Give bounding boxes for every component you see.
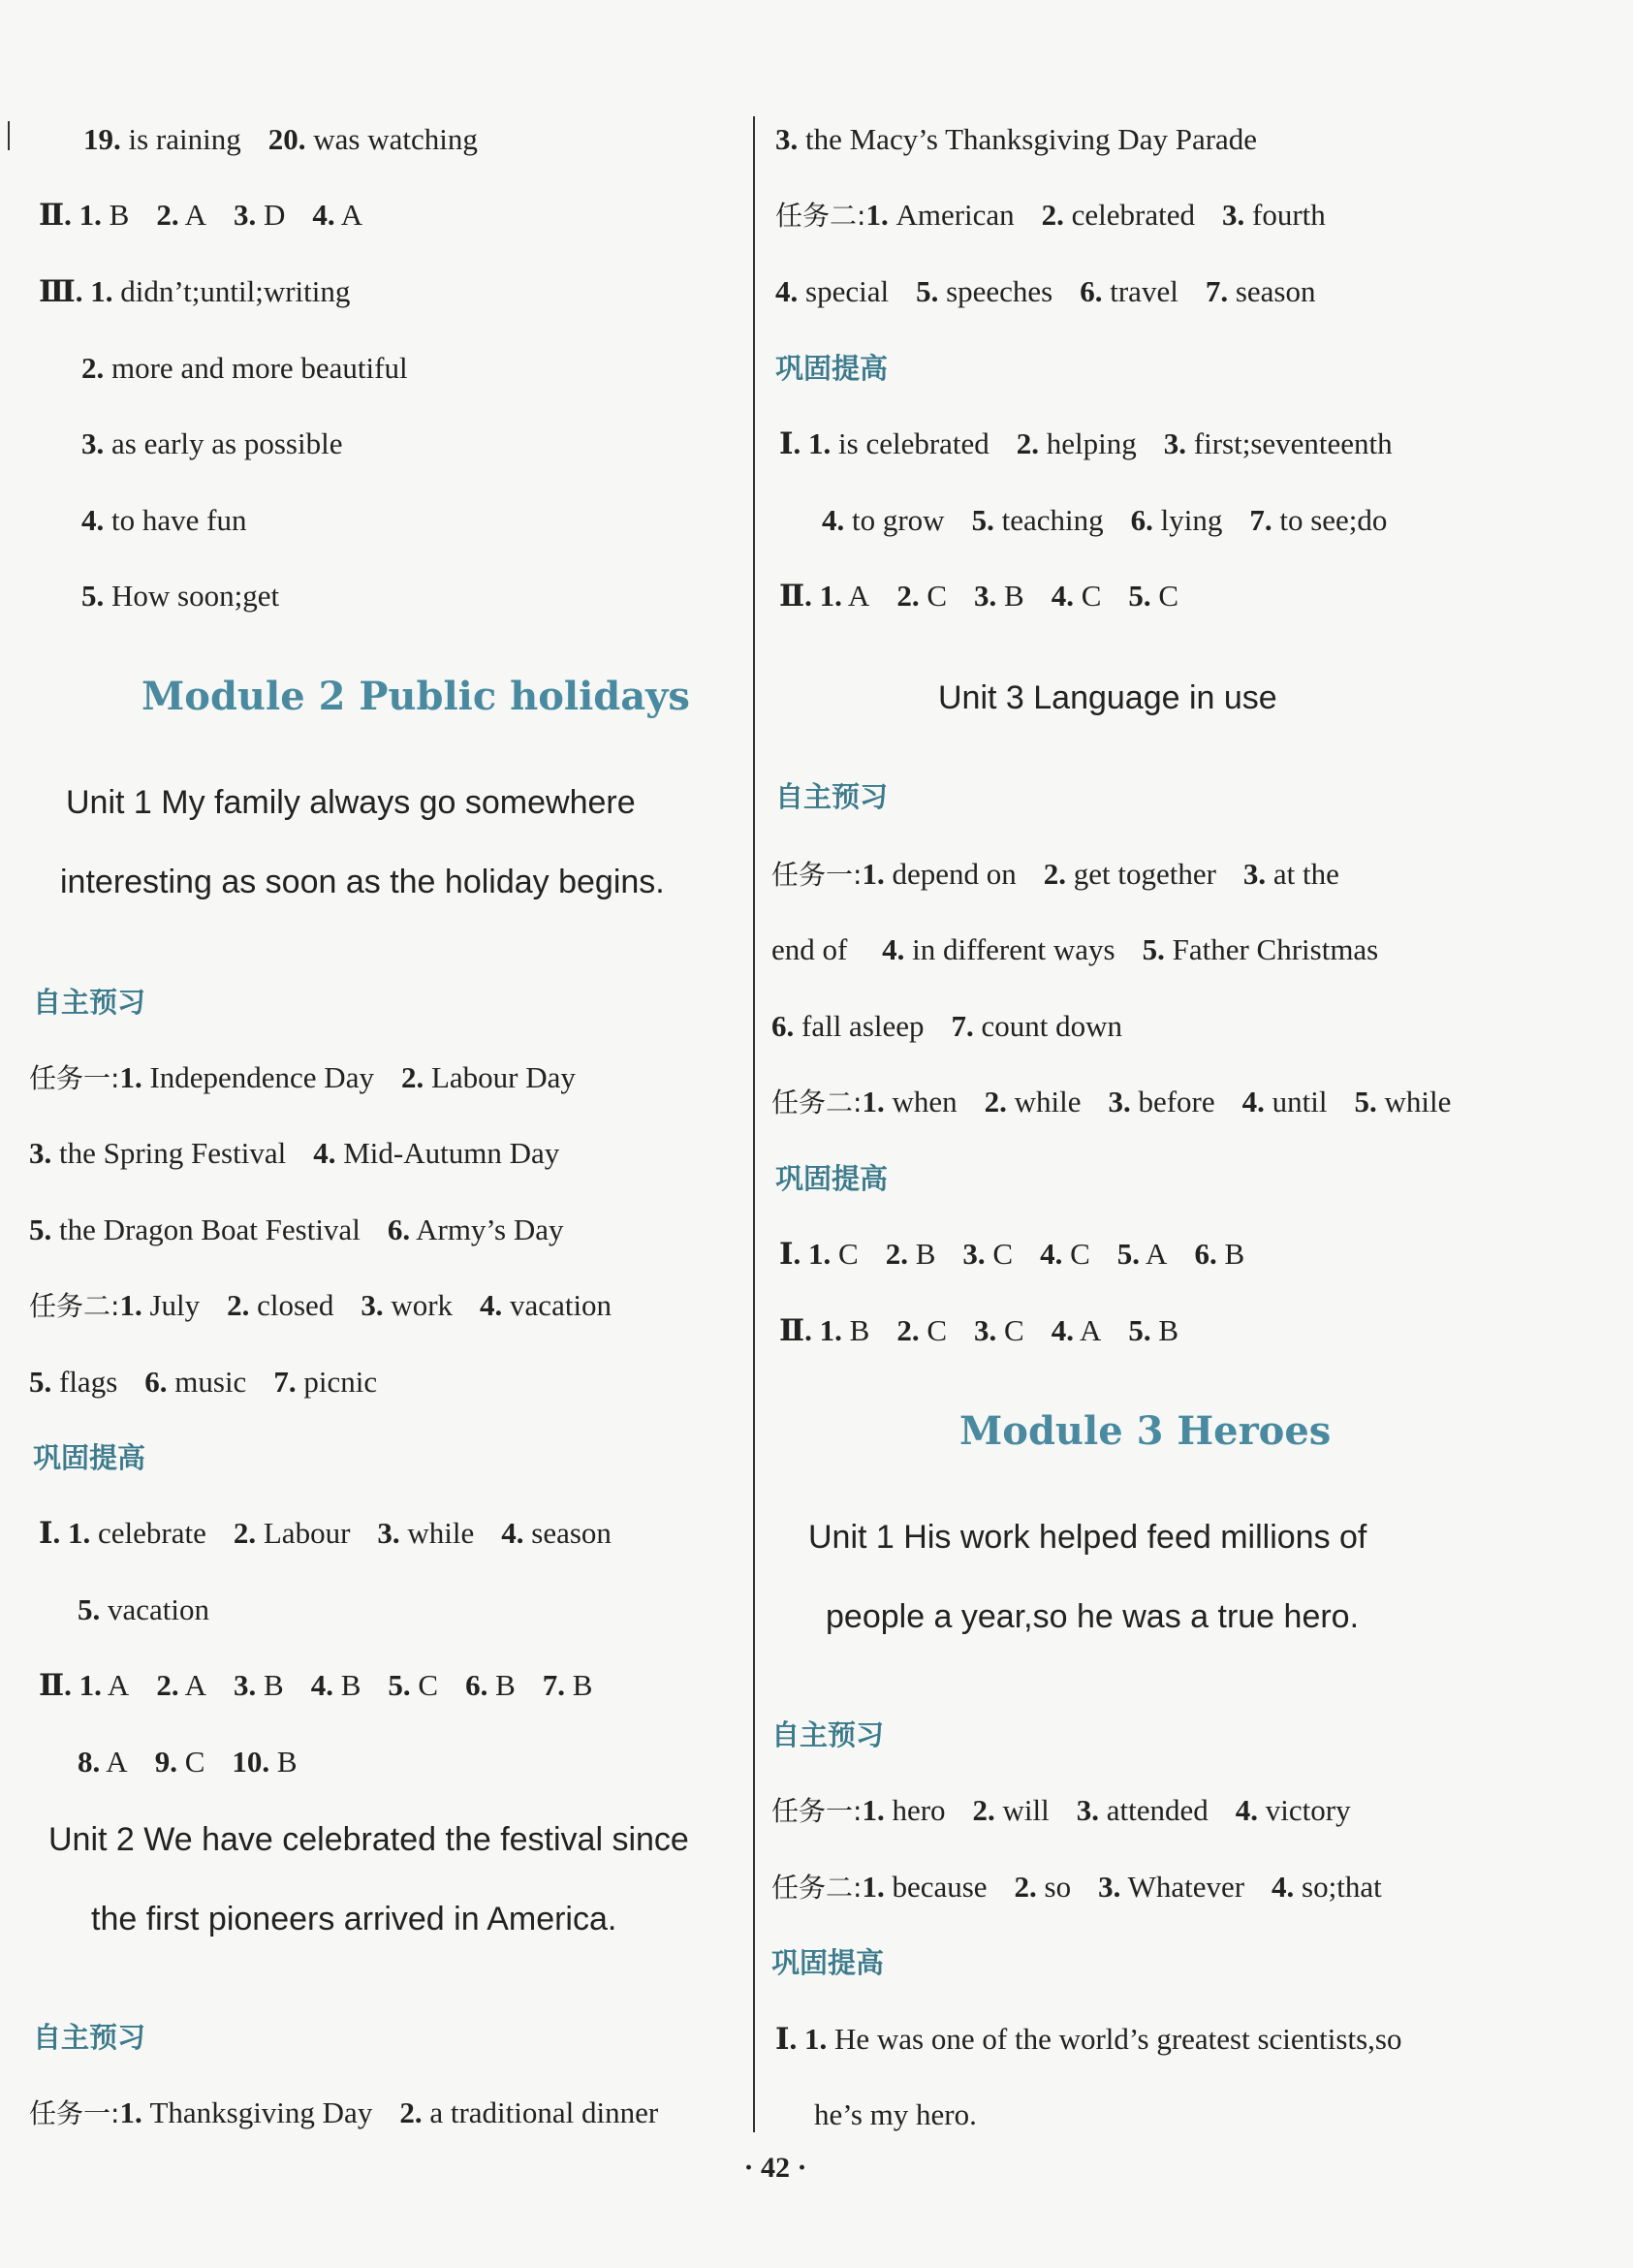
roman-numeral: Ⅱ. bbox=[39, 198, 79, 232]
answer-text: so;that bbox=[1294, 1870, 1382, 1904]
answer-text: because bbox=[884, 1870, 988, 1904]
section-heading: 巩固提高 bbox=[33, 1441, 146, 1474]
answer-line bbox=[78, 1591, 209, 1629]
answer-line bbox=[779, 577, 1178, 615]
answer-text: B bbox=[269, 1745, 298, 1779]
answer-line bbox=[29, 1134, 559, 1173]
module-heading: Module 3 Heroes bbox=[959, 1408, 1332, 1454]
item-number: 1. bbox=[808, 1237, 832, 1271]
unit-title: the first pioneers arrived in America. bbox=[91, 1901, 617, 1937]
task-label: 任务二: bbox=[29, 1290, 120, 1322]
item-number: 5. bbox=[1354, 1085, 1377, 1118]
item-number: 1. bbox=[819, 579, 842, 613]
item-number: 3. bbox=[234, 1668, 257, 1702]
answer-text: Army’s Day bbox=[410, 1213, 564, 1246]
answer-line: he’s my hero. bbox=[814, 2097, 977, 2131]
answer-line bbox=[771, 1007, 1122, 1046]
answer-text: will bbox=[994, 1793, 1050, 1827]
item-number: 6. bbox=[387, 1213, 411, 1246]
answer-text: victory bbox=[1258, 1793, 1351, 1827]
roman-numeral: Ⅲ. bbox=[39, 274, 91, 308]
answer-text: A bbox=[1140, 1237, 1168, 1271]
item-number: 5. bbox=[1128, 579, 1151, 613]
answer-text: B bbox=[1216, 1237, 1245, 1271]
item-number: 2. bbox=[227, 1288, 250, 1322]
answer-text: helping bbox=[1039, 426, 1137, 460]
section-heading: 巩固提高 bbox=[775, 352, 889, 385]
answer-text: depend on bbox=[884, 857, 1017, 891]
answer-text: closed bbox=[249, 1288, 334, 1322]
answer-text: A bbox=[841, 579, 870, 613]
item-number: 3. bbox=[974, 1313, 997, 1347]
item-number: 3. bbox=[1076, 1793, 1100, 1827]
item-number: 3. bbox=[1163, 426, 1187, 460]
item-number: 2. bbox=[156, 1668, 179, 1702]
answer-line bbox=[771, 1083, 1451, 1122]
answer-text: end of bbox=[771, 932, 856, 966]
answer-text: Mid-Autumn Day bbox=[335, 1136, 560, 1170]
section-heading: 自主预习 bbox=[775, 780, 889, 813]
answer-text: as early as possible bbox=[104, 426, 343, 460]
item-number: 1. bbox=[862, 857, 885, 891]
answer-text: Labour Day bbox=[424, 1060, 576, 1094]
answer-text: A bbox=[178, 1668, 207, 1702]
answer-line bbox=[83, 120, 478, 159]
item-number: 10. bbox=[232, 1745, 270, 1779]
answer-text: How soon;get bbox=[104, 579, 280, 613]
left-column bbox=[0, 0, 746, 2268]
roman-numeral: Ⅱ. bbox=[779, 1313, 820, 1347]
unit-title: Unit 2 We have celebrated the festival since bbox=[48, 1821, 689, 1858]
answer-text: hero bbox=[884, 1793, 946, 1827]
answer-text: A bbox=[1073, 1313, 1102, 1347]
answer-text: special bbox=[798, 274, 890, 308]
item-number: 1. bbox=[804, 2022, 828, 2056]
answer-text: a traditional dinner bbox=[422, 2095, 659, 2129]
task-label: 任务一: bbox=[29, 1062, 120, 1094]
item-number: 1. bbox=[865, 198, 889, 232]
item-number: 5. bbox=[971, 503, 994, 537]
item-number: 1. bbox=[862, 1085, 885, 1118]
item-number: 4. bbox=[310, 1668, 333, 1702]
right-column bbox=[760, 0, 1574, 2268]
item-number: 6. bbox=[144, 1365, 168, 1399]
item-number: 3. bbox=[974, 579, 997, 613]
answer-text: speeches bbox=[938, 274, 1053, 308]
answer-text: the Macy’s Thanksgiving Day Parade bbox=[798, 122, 1258, 156]
item-number: 4. bbox=[81, 503, 105, 537]
item-number: 1. bbox=[862, 1870, 885, 1904]
answer-line bbox=[775, 272, 1315, 311]
answer-text: B bbox=[1150, 1313, 1179, 1347]
answer-text: July bbox=[141, 1288, 201, 1322]
item-number: 1. bbox=[119, 1288, 142, 1322]
item-number: 7. bbox=[951, 1009, 974, 1043]
item-number: 5. bbox=[1128, 1313, 1151, 1347]
answer-text: is raining bbox=[120, 122, 241, 156]
answer-text: when bbox=[884, 1085, 958, 1118]
answer-text: Thanksgiving Day bbox=[141, 2095, 373, 2129]
answer-line bbox=[779, 1235, 1244, 1274]
item-number: 2. bbox=[1014, 1870, 1037, 1904]
answer-text: at the bbox=[1266, 857, 1339, 891]
answer-text: picnic bbox=[296, 1365, 378, 1399]
answer-text: B bbox=[841, 1313, 870, 1347]
item-number: 3. bbox=[962, 1237, 986, 1271]
item-number: 7. bbox=[1205, 274, 1229, 308]
task-label: 任务一: bbox=[29, 2097, 120, 2129]
answer-line bbox=[771, 930, 1378, 969]
item-number: 7. bbox=[542, 1668, 566, 1702]
unit-title: Unit 3 Language in use bbox=[938, 679, 1277, 716]
item-number: 5. bbox=[29, 1365, 52, 1399]
item-number: 3. bbox=[1098, 1870, 1121, 1904]
answer-text: C bbox=[919, 1313, 948, 1347]
item-number: 2. bbox=[156, 198, 179, 232]
answer-line bbox=[81, 425, 342, 463]
item-number: 8. bbox=[78, 1745, 101, 1779]
item-number: 4. bbox=[1241, 1085, 1265, 1118]
section-heading: 自主预习 bbox=[33, 986, 146, 1019]
item-number: 3. bbox=[29, 1136, 52, 1170]
answer-text: A bbox=[334, 198, 363, 232]
item-number: 2. bbox=[1041, 198, 1064, 232]
item-number: 2. bbox=[984, 1085, 1007, 1118]
answer-text: B bbox=[332, 1668, 361, 1702]
item-number: 4. bbox=[501, 1516, 524, 1550]
answer-text: American bbox=[888, 198, 1015, 232]
answer-text: Whatever bbox=[1120, 1870, 1245, 1904]
answer-text: celebrate bbox=[90, 1516, 206, 1550]
answer-text: work bbox=[383, 1288, 454, 1322]
answer-text: before bbox=[1130, 1085, 1215, 1118]
answer-text: lying bbox=[1152, 503, 1223, 537]
item-number: 6. bbox=[465, 1668, 488, 1702]
item-number: 4. bbox=[1051, 579, 1074, 613]
answer-text: B bbox=[256, 1668, 284, 1702]
answer-line bbox=[779, 1311, 1178, 1350]
answer-text: while bbox=[399, 1516, 475, 1550]
answer-text: C bbox=[1073, 579, 1102, 613]
task-label: 任务一: bbox=[771, 859, 863, 891]
answer-line bbox=[29, 1211, 564, 1249]
item-number: 19. bbox=[83, 122, 121, 156]
answer-text: A bbox=[178, 198, 207, 232]
item-number: 3. bbox=[377, 1516, 400, 1550]
answer-text: D bbox=[256, 198, 286, 232]
item-number: 2. bbox=[399, 2095, 423, 2129]
item-number: 1. bbox=[862, 1793, 885, 1827]
answer-text: fourth bbox=[1244, 198, 1326, 232]
unit-title: Unit 1 His work helped feed millions of bbox=[808, 1519, 1367, 1556]
answer-text: Father Christmas bbox=[1164, 932, 1379, 966]
item-number: 4. bbox=[822, 503, 845, 537]
answer-line bbox=[822, 501, 1387, 540]
answer-text: celebrated bbox=[1063, 198, 1196, 232]
item-number: 2. bbox=[896, 1313, 920, 1347]
answer-text: more and more beautiful bbox=[104, 351, 408, 385]
item-number: 2. bbox=[1043, 857, 1066, 891]
item-number: 3. bbox=[775, 122, 799, 156]
item-number: 6. bbox=[1194, 1237, 1217, 1271]
item-number: 4. bbox=[480, 1288, 503, 1322]
answer-text: the Spring Festival bbox=[51, 1136, 287, 1170]
unit-title: people a year,so he was a true hero. bbox=[826, 1598, 1360, 1635]
item-number: 3. bbox=[1222, 198, 1245, 232]
section-heading: 自主预习 bbox=[33, 2021, 146, 2054]
answer-line bbox=[29, 1058, 576, 1098]
item-number: 4. bbox=[313, 1136, 336, 1170]
roman-numeral: Ⅱ. bbox=[779, 579, 820, 613]
item-number: 7. bbox=[1249, 503, 1272, 537]
roman-numeral: Ⅰ. bbox=[779, 1237, 809, 1271]
item-number: 3. bbox=[81, 426, 105, 460]
answer-text: B bbox=[565, 1668, 593, 1702]
answer-text: vacation bbox=[100, 1592, 210, 1626]
item-number: 5. bbox=[1142, 932, 1165, 966]
item-number: 1. bbox=[79, 198, 102, 232]
item-number: 2. bbox=[400, 1060, 424, 1094]
roman-numeral: Ⅰ. bbox=[775, 2022, 805, 2056]
answer-text: Labour bbox=[256, 1516, 351, 1550]
task-label: 任务一: bbox=[771, 1795, 863, 1827]
answer-line bbox=[29, 1363, 377, 1402]
answer-text: get together bbox=[1065, 857, 1216, 891]
item-number: 1. bbox=[90, 274, 113, 308]
section-heading: 巩固提高 bbox=[771, 1946, 885, 1979]
answer-text: to grow bbox=[844, 503, 945, 537]
item-number: 5. bbox=[388, 1668, 411, 1702]
answer-line bbox=[775, 2020, 1401, 2059]
answer-text: B bbox=[907, 1237, 936, 1271]
module-heading: Module 2 Public holidays bbox=[141, 674, 690, 719]
item-number: 6. bbox=[771, 1009, 795, 1043]
answer-text: A bbox=[101, 1668, 130, 1702]
item-number: 7. bbox=[273, 1365, 297, 1399]
item-number: 5. bbox=[78, 1592, 101, 1626]
roman-numeral: Ⅱ. bbox=[39, 1668, 79, 1702]
item-number: 2. bbox=[972, 1793, 995, 1827]
answer-line bbox=[81, 501, 246, 540]
answer-line bbox=[78, 1743, 298, 1781]
answer-text: is celebrated bbox=[831, 426, 989, 460]
answer-text: was watching bbox=[305, 122, 478, 156]
answer-text: first;seventeenth bbox=[1186, 426, 1393, 460]
item-number: 6. bbox=[1130, 503, 1153, 537]
answer-text: to see;do bbox=[1272, 503, 1388, 537]
answer-line bbox=[39, 196, 362, 235]
answer-text: C bbox=[996, 1313, 1024, 1347]
task-label: 任务二: bbox=[771, 1087, 863, 1118]
answer-text: teaching bbox=[993, 503, 1104, 537]
answer-text: C bbox=[831, 1237, 859, 1271]
item-number: 4. bbox=[882, 932, 905, 966]
section-heading: 自主预习 bbox=[771, 1718, 885, 1751]
item-number: 6. bbox=[1080, 274, 1103, 308]
item-number: 2. bbox=[896, 579, 920, 613]
item-number: 1. bbox=[119, 1060, 142, 1094]
answer-line bbox=[771, 855, 1339, 895]
answer-line bbox=[81, 349, 408, 388]
item-number: 4. bbox=[1272, 1870, 1295, 1904]
item-number: 5. bbox=[1116, 1237, 1141, 1271]
item-number: 2. bbox=[885, 1237, 908, 1271]
answer-text: while bbox=[1376, 1085, 1452, 1118]
answer-text: the Dragon Boat Festival bbox=[51, 1213, 361, 1246]
answer-text: flags bbox=[51, 1365, 118, 1399]
roman-numeral: Ⅰ. bbox=[779, 426, 809, 460]
item-number: 4. bbox=[1051, 1313, 1074, 1347]
roman-numeral: Ⅰ. bbox=[39, 1516, 69, 1550]
answer-line bbox=[81, 577, 279, 615]
item-number: 4. bbox=[312, 198, 335, 232]
answer-line bbox=[775, 196, 1326, 236]
item-number: 3. bbox=[1108, 1085, 1131, 1118]
answer-text: to have fun bbox=[104, 503, 247, 537]
task-label: 任务二: bbox=[775, 200, 866, 232]
item-number: 1. bbox=[819, 1313, 842, 1347]
unit-title: Unit 1 My family always go somewhere bbox=[66, 784, 636, 821]
answer-text: in different ways bbox=[904, 932, 1115, 966]
item-number: 9. bbox=[154, 1745, 177, 1779]
answer-text: C bbox=[919, 579, 948, 613]
unit-title: interesting as soon as the holiday begins. bbox=[60, 864, 665, 900]
item-number: 5. bbox=[29, 1213, 52, 1246]
answer-text: A bbox=[100, 1745, 128, 1779]
answer-text: so bbox=[1036, 1870, 1072, 1904]
item-number: 1. bbox=[119, 2095, 142, 2129]
item-number: 20. bbox=[267, 122, 306, 156]
column-divider bbox=[753, 116, 755, 2132]
task-label: 任务二: bbox=[771, 1872, 863, 1904]
answer-text: music bbox=[167, 1365, 247, 1399]
answer-text: travel bbox=[1102, 274, 1178, 308]
answer-text: didn’t;until;writing bbox=[112, 274, 351, 308]
item-number: 1. bbox=[808, 426, 832, 460]
item-number: 2. bbox=[1016, 426, 1040, 460]
answer-line bbox=[29, 2094, 658, 2133]
answer-line bbox=[771, 1791, 1351, 1831]
item-number: 5. bbox=[916, 274, 939, 308]
answer-text: attended bbox=[1099, 1793, 1209, 1827]
answer-text: fall asleep bbox=[794, 1009, 925, 1043]
answer-text: until bbox=[1264, 1085, 1328, 1118]
answer-text: C bbox=[985, 1237, 1014, 1271]
answer-text: vacation bbox=[502, 1288, 612, 1322]
item-number: 3. bbox=[234, 198, 257, 232]
item-number: 1. bbox=[68, 1516, 91, 1550]
answer-line bbox=[39, 1514, 612, 1553]
item-number: 2. bbox=[81, 351, 105, 385]
answer-line bbox=[771, 1868, 1382, 1907]
answer-line bbox=[39, 272, 350, 311]
section-heading: 巩固提高 bbox=[775, 1162, 889, 1195]
answer-text: C bbox=[176, 1745, 205, 1779]
answer-line bbox=[775, 120, 1257, 159]
answer-text: B bbox=[101, 198, 130, 232]
item-number: 3. bbox=[1242, 857, 1267, 891]
answer-text: C bbox=[1062, 1237, 1090, 1271]
answer-text: B bbox=[996, 579, 1024, 613]
answer-text: season bbox=[523, 1516, 612, 1550]
answer-text: Independence Day bbox=[141, 1060, 374, 1094]
answer-text: while bbox=[1006, 1085, 1082, 1118]
item-number: 4. bbox=[775, 274, 799, 308]
answer-text: He was one of the world’s greatest scientists,so bbox=[827, 2022, 1402, 2056]
answer-line bbox=[29, 1286, 612, 1326]
item-number: 4. bbox=[1040, 1237, 1063, 1271]
answer-text: count down bbox=[973, 1009, 1123, 1043]
item-number: 4. bbox=[1235, 1793, 1259, 1827]
answer-text: C bbox=[1150, 579, 1179, 613]
answer-text: B bbox=[487, 1668, 516, 1702]
answer-text: season bbox=[1228, 274, 1316, 308]
item-number: 5. bbox=[81, 579, 105, 613]
page-number: · 42 · bbox=[743, 2152, 807, 2184]
answer-line bbox=[779, 425, 1393, 463]
item-number: 2. bbox=[233, 1516, 257, 1550]
item-number: 1. bbox=[79, 1668, 102, 1702]
item-number: 3. bbox=[361, 1288, 384, 1322]
answer-line bbox=[39, 1666, 592, 1705]
answer-text: C bbox=[410, 1668, 439, 1702]
